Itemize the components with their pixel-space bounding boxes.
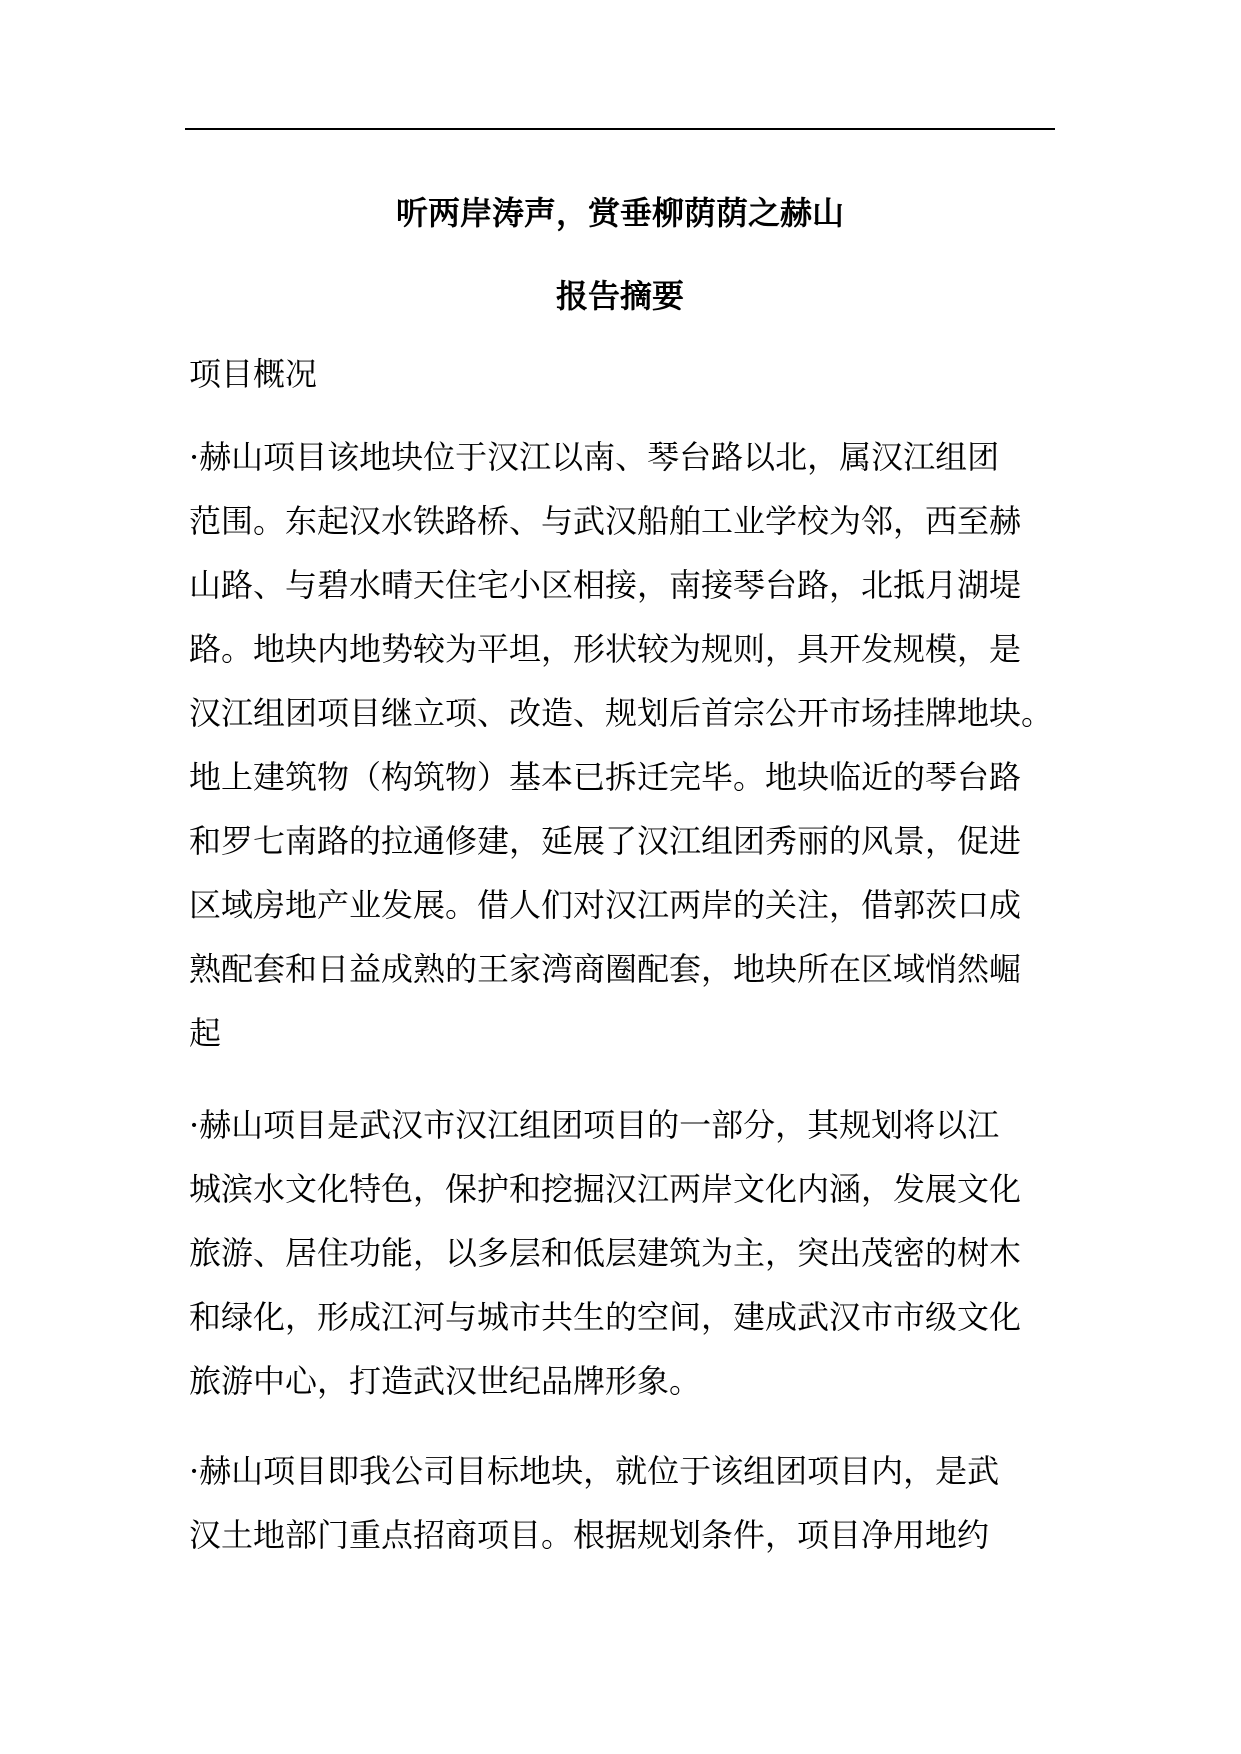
paragraph-line: 和罗七南路的拉通修建，延展了汉江组团秀丽的风景，促进	[189, 822, 1022, 860]
paragraph-planning	[189, 1105, 1059, 1425]
paragraph-line: 和绿化，形成江河与城市共生的空间，建成武汉市市级文化	[189, 1298, 1022, 1336]
document-title: 听两岸涛声，赏垂柳荫荫之赫山	[395, 194, 844, 232]
paragraph-line: 路。地块内地势较为平坦，形状较为规则，具开发规模，是	[189, 630, 1022, 668]
paragraph-line: ·赫山项目即我公司目标地块，就位于该组团项目内，是武	[189, 1452, 1000, 1490]
paragraph-line: 城滨水文化特色，保护和挖掘汉江两岸文化内涵，发展文化	[189, 1170, 1022, 1208]
paragraph-location	[189, 437, 1059, 1077]
paragraph-line: 地上建筑物（构筑物）基本已拆迁完毕。地块临近的琴台路	[189, 758, 1022, 796]
document-subtitle: 报告摘要	[555, 277, 684, 315]
paragraph-line: 熟配套和日益成熟的王家湾商圈配套，地块所在区域悄然崛	[189, 950, 1022, 988]
paragraph-line: ·赫山项目该地块位于汉江以南、琴台路以北，属汉江组团	[189, 438, 1000, 476]
header-rule	[185, 128, 1055, 130]
paragraph-line: ·赫山项目是武汉市汉江组团项目的一部分，其规划将以江	[189, 1106, 1000, 1144]
paragraph-line: 汉土地部门重点招商项目。根据规划条件，项目净用地约	[189, 1516, 990, 1554]
paragraph-line: 范围。东起汉水铁路桥、与武汉船舶工业学校为邻，西至赫	[189, 502, 1022, 540]
paragraph-line: 区域房地产业发展。借人们对汉江两岸的关注，借郭茨口成	[189, 886, 1022, 924]
paragraph-line: 旅游、居住功能，以多层和低层建筑为主，突出茂密的树木	[189, 1234, 1022, 1272]
section-heading: 项目概况	[189, 355, 318, 393]
paragraph-line: 起	[189, 1014, 222, 1052]
paragraph-line: 山路、与碧水晴天住宅小区相接，南接琴台路，北抵月湖堤	[189, 566, 1022, 604]
paragraph-target-site	[189, 1451, 1059, 1579]
paragraph-line: 汉江组团项目继立项、改造、规划后首宗公开市场挂牌地块。	[189, 694, 1054, 732]
paragraph-line: 旅游中心，打造武汉世纪品牌形象。	[189, 1362, 702, 1400]
